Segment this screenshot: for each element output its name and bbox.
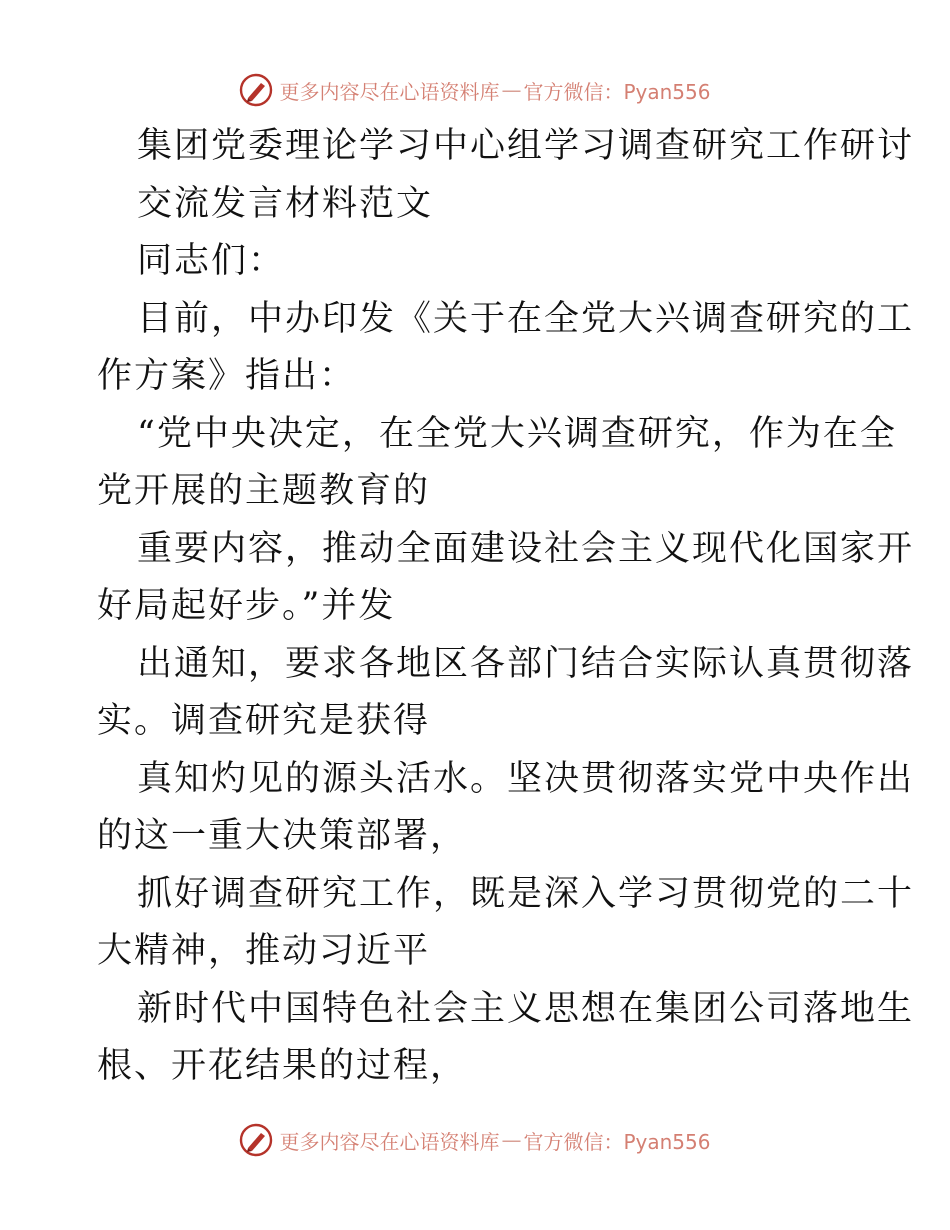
- body-line: 实。调查研究是获得: [97, 701, 431, 741]
- body-line: 大精神，推动习近平: [97, 931, 431, 971]
- body-line: 的这一重大决策部署，: [97, 816, 468, 856]
- body-line: 新时代中国特色社会主义思想在集团公司落地生: [137, 988, 915, 1029]
- banner-separator: —: [501, 78, 522, 102]
- body-line: 抓好调查研究工作，既是深入学习贯彻党的二十: [137, 873, 915, 914]
- title-line-2: 交流发言材料范文: [137, 183, 434, 224]
- body-line: 目前，中办印发《关于在全党大兴调查研究的工: [137, 298, 915, 339]
- salutation: 同志们：: [137, 241, 286, 281]
- pen-logo-icon: [239, 73, 273, 107]
- body-line: 好局起好步。”并发: [97, 586, 396, 626]
- title-line-1: 集团党委理论学习中心组学习调查研究工作研讨: [137, 126, 915, 166]
- banner-text: 更多内容尽在心语资料库: [279, 1129, 500, 1154]
- body-line: 根、开花结果的过程，: [97, 1046, 468, 1086]
- body-line: 出通知，要求各地区各部门结合实际认真贯彻落: [137, 643, 915, 684]
- pen-logo-icon: [239, 1123, 273, 1157]
- body-line: 党开展的主题教育的: [97, 471, 431, 511]
- footer-banner: [0, 1120, 950, 1160]
- body-line: 重要内容，推动全面建设社会主义现代化国家开: [137, 528, 915, 569]
- body-line: “党中央决定，在全党大兴调查研究，作为在全: [137, 413, 897, 454]
- banner-text: 更多内容尽在心语资料库: [279, 79, 500, 104]
- banner-wechat: 官方微信：Pyan556: [523, 79, 711, 104]
- header-banner: [0, 70, 950, 110]
- body-line: 作方案》指出：: [97, 356, 357, 396]
- banner-separator: —: [501, 1128, 522, 1152]
- body-line: 真知灼见的源头活水。坚决贯彻落实党中央作出: [137, 758, 915, 799]
- banner-wechat: 官方微信：Pyan556: [523, 1129, 711, 1154]
- document-body: [97, 118, 915, 1096]
